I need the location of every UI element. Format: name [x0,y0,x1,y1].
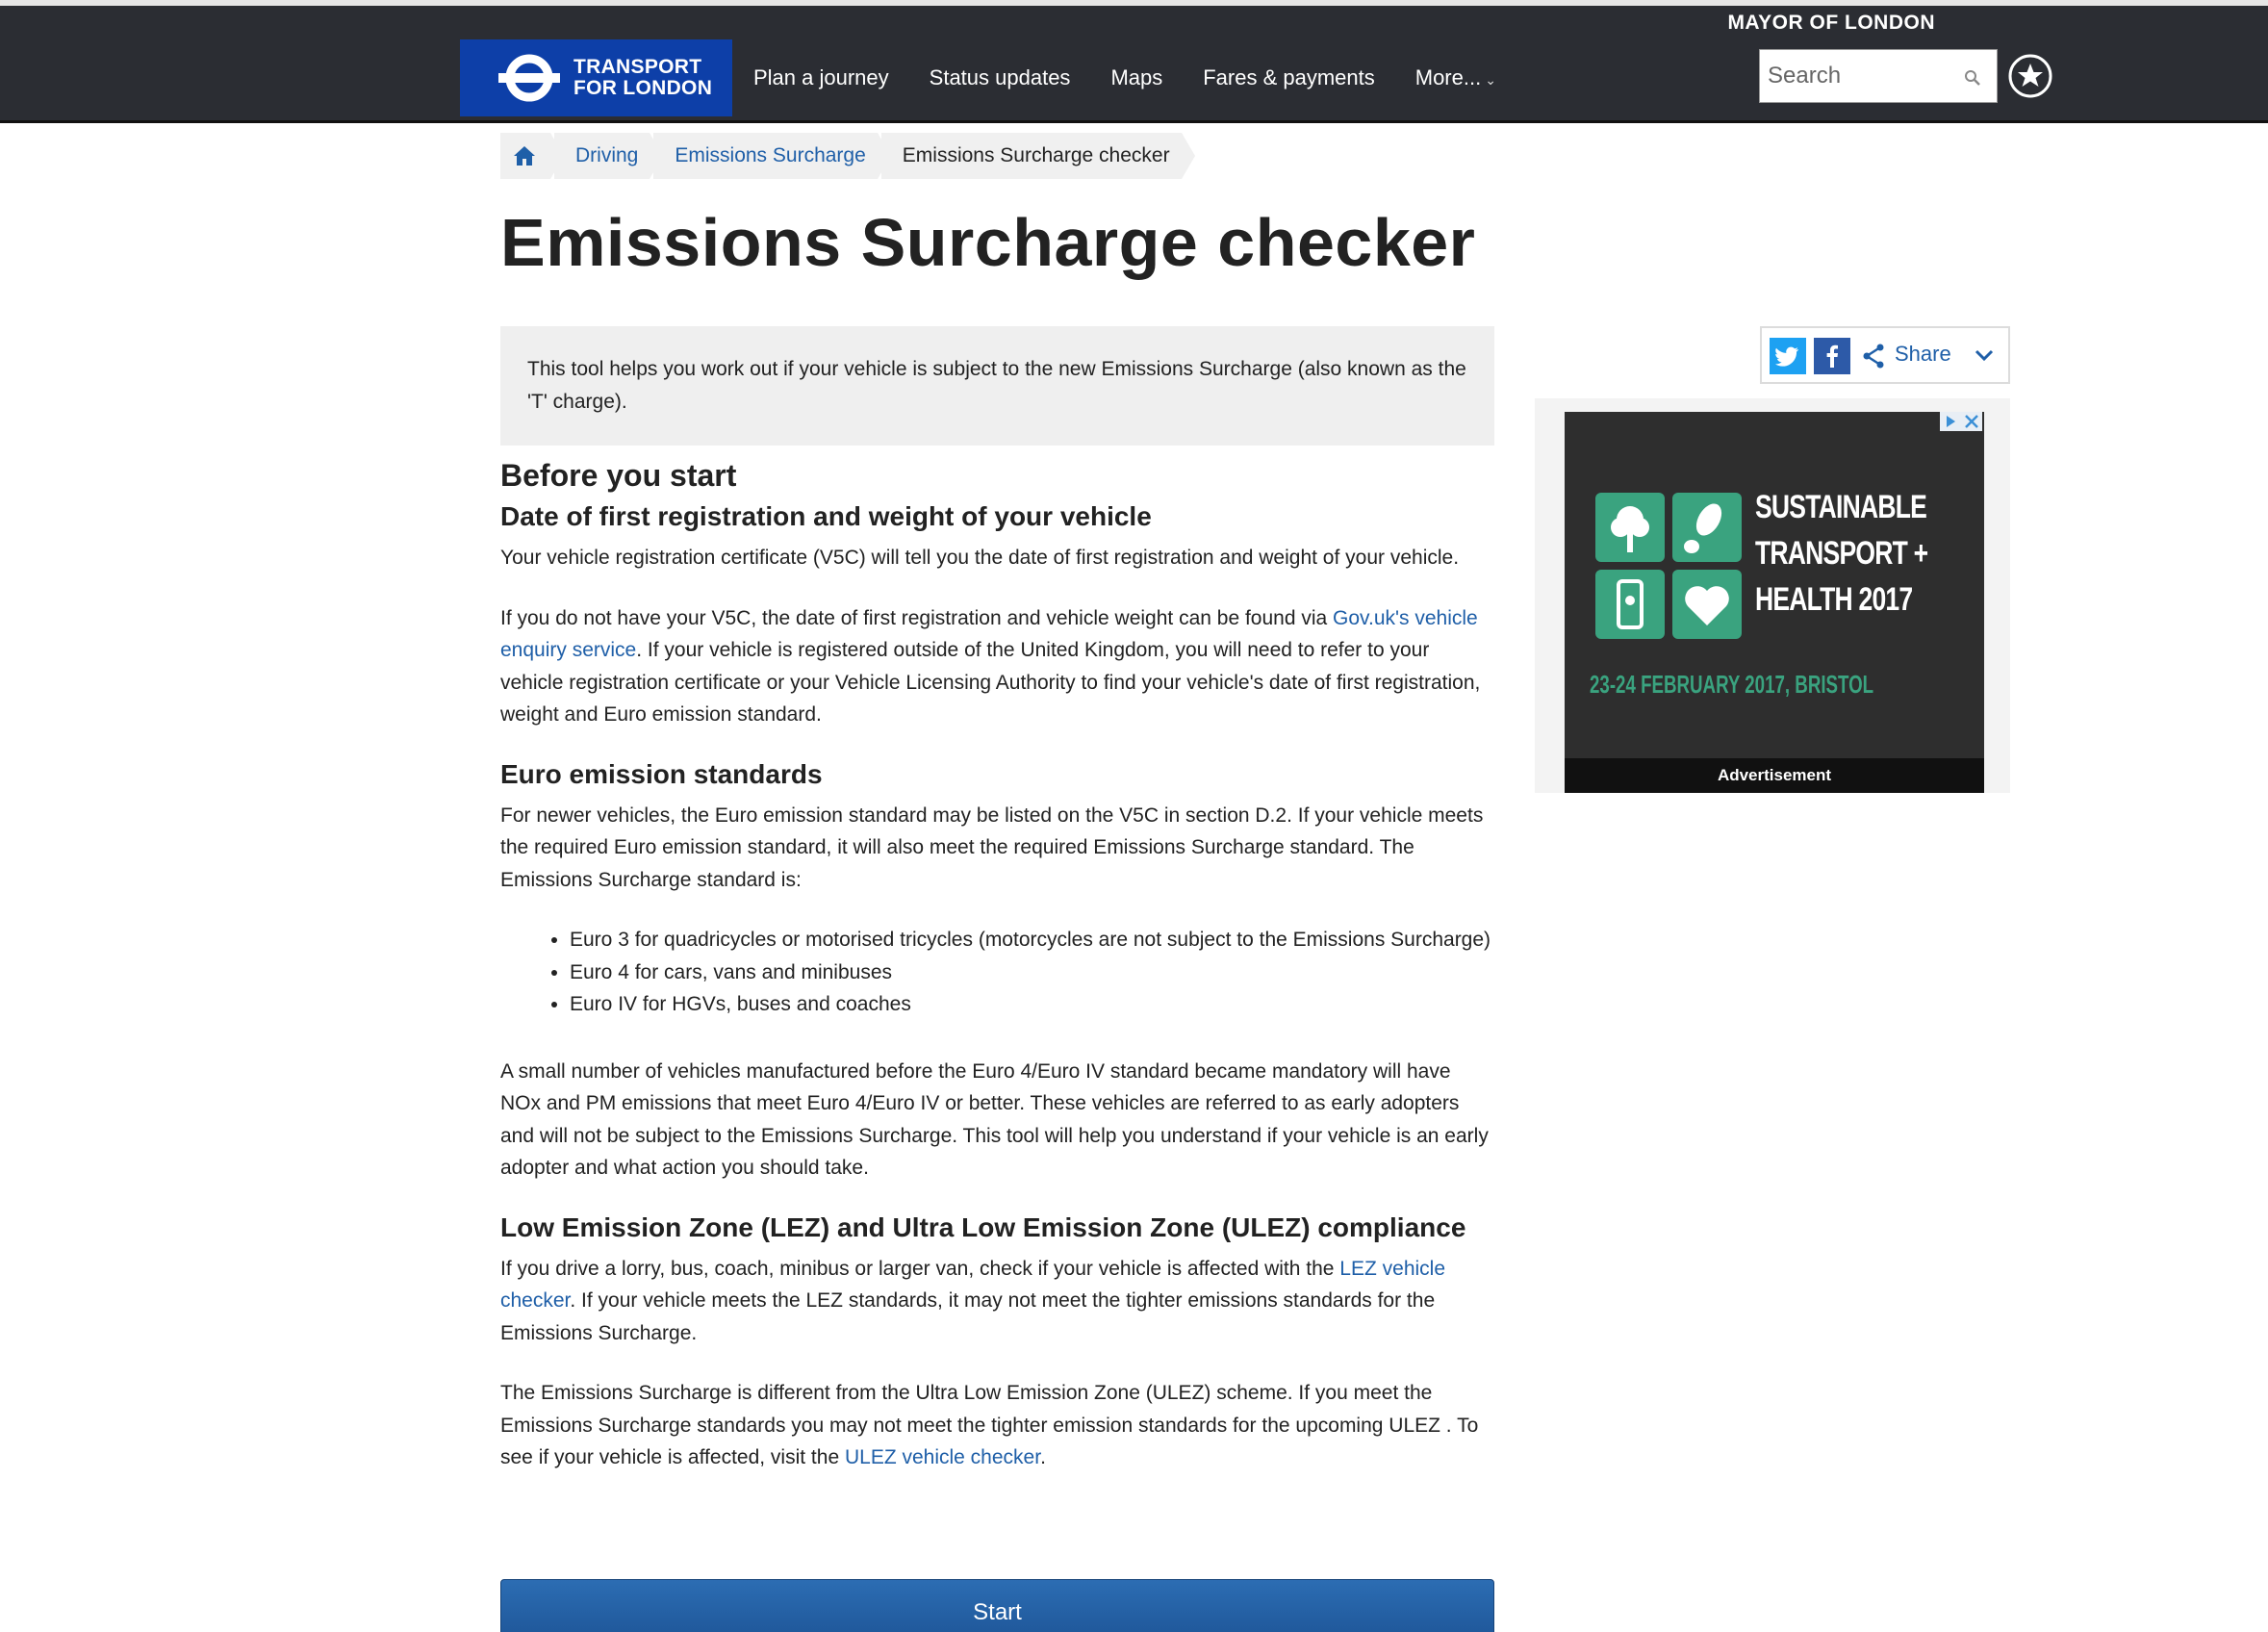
intro-box: This tool helps you work out if your vehicle is subject to the new Emissions Surcharge (also known as the 'T' charge). [500,326,1494,446]
lez-p1-text-a: If you drive a lorry, bus, coach, minibus or larger van, check if your vehicle is affected with the [500,1257,1340,1280]
euro-paragraph-1: For newer vehicles, the Euro emission standard may be listed on the V5C in section D.2. If your vehicle meets the required Euro emission standard, it will also meet the required Emissions Surcharge standard. The Emissions Surcharge standard is: [500,803,1484,891]
list-item: • Euro IV for HGVs, buses and coaches [570,988,1491,1021]
search-box [1759,49,1998,103]
chevron-down-icon: ⌄ [1485,72,1496,88]
adchoices-close-icon[interactable] [1940,412,1982,431]
reg-p2-text-b: . If your vehicle is registered outside of the United Kingdom, you will need to refer to your vehicle registration certificate or your Vehicle Licensing Authority to find your vehicle's date of first registration, weight and Euro emission standard. [500,639,1481,726]
ad-title-line-1: SUSTAINABLE [1755,489,1927,525]
ulez-vehicle-checker-link[interactable]: ULEZ vehicle checker [844,1446,1041,1468]
breadcrumb [500,133,1185,179]
share-button[interactable]: Share [1895,342,1951,366]
list-item: • Euro 4 for cars, vans and minibuses [570,956,1491,989]
start-button[interactable]: Start [500,1579,1494,1632]
tfl-logo[interactable] [460,39,732,116]
advertisement-label: Advertisement [1565,758,1984,793]
mayor-bar [0,0,2268,39]
lez-paragraph-1 [500,1253,1491,1350]
list-item: • Euro 3 for quadricycles or motorised tricycles (motorcycles are not subject to the Emissions Surcharge) [570,924,1491,956]
breadcrumb-home[interactable] [500,133,550,179]
breadcrumb-driving-link[interactable]: Driving [575,144,639,166]
share-widget [1760,326,2010,384]
ad-title-line-2: TRANSPORT + [1755,535,1928,572]
euro-paragraph-2: A small number of vehicles manufactured before the Euro 4/Euro IV standard became mandatory will have NOx and PM emissions that meet Euro 4/Euro IV or better. These vehicles are referred to as early adopters and will not be subject to the Emissions Surcharge. This tool will help you understand if your vehicle is an early adopter and what action you should take. [500,1059,1489,1179]
chevron-down-icon[interactable] [1974,347,1995,363]
logo-text [573,57,712,99]
nav-maps[interactable]: Maps [1110,65,1163,89]
page-title: Emissions Surcharge checker [500,205,1476,280]
registration-paragraph-2 [500,602,1491,731]
ad-title [1755,484,1927,623]
nav-plan-journey[interactable]: Plan a journey [753,65,889,89]
nav-status-updates[interactable]: Status updates [929,65,1071,89]
logo-line-2: FOR LONDON [573,77,713,99]
main-content [500,458,1491,1502]
ad-date: 23-24 FEBRUARY 2017, BRISTOL [1590,670,1874,699]
vehicle-enquiry-link[interactable]: Gov.uk's vehicle enquiry service [500,606,1478,661]
ad-title-line-3: HEALTH 2017 [1755,581,1913,618]
lez-vehicle-checker-link[interactable]: LEZ vehicle checker [500,1257,1446,1312]
breadcrumb-current: Emissions Surcharge checker [881,133,1182,179]
registration-heading: Date of first registration and weight of your vehicle [500,501,1152,531]
conference-logo-tiles-icon [1595,493,1742,639]
home-icon [512,143,537,168]
breadcrumb-emissions-surcharge[interactable] [653,133,877,179]
lez-paragraph-2 [500,1377,1491,1474]
facebook-icon[interactable] [1814,338,1850,374]
breadcrumb-emissions-surcharge-link[interactable]: Emissions Surcharge [675,144,866,166]
share-icon [1862,344,1885,369]
euro-standards-heading: Euro emission standards [500,758,823,789]
lez-p1-text-b: . If your vehicle meets the LEZ standards, it may not meet the tighter emissions standards for the Emissions Surcharge. [500,1289,1436,1344]
search-input[interactable] [1760,50,1962,102]
breadcrumb-driving[interactable] [554,133,650,179]
reg-p2-text-a: If you do not have your V5C, the date of first registration and vehicle weight can be found via [500,606,1334,629]
nav-more-label: More... [1414,65,1482,89]
twitter-icon[interactable] [1770,338,1806,374]
registration-paragraph-1: Your vehicle registration certificate (V5C) will tell you the date of first registration and weight of your vehicle. [500,547,1460,569]
nav-items [753,39,1537,116]
roundel-icon [498,53,560,103]
mayor-of-london-link[interactable]: MAYOR OF LONDON [1727,12,1935,34]
nav-fares-payments[interactable]: Fares & payments [1203,65,1375,89]
euro-standards-list [500,924,1491,1021]
main-navigation [0,39,2268,123]
search-icon[interactable] [1964,69,1981,87]
lez-ulez-heading: Low Emission Zone (LEZ) and Ultra Low Emission Zone (ULEZ) compliance [500,1211,1466,1242]
favourites-star-icon[interactable] [2007,53,2053,99]
lez-p2-text-a: The Emissions Surcharge is different from the Ultra Low Emission Zone (ULEZ) scheme. If you meet the Emissions Surcharge standards you may not meet the tighter emission standards for the upcoming ULEZ . To see if your vehicle is affected, visit the [500,1382,1479,1468]
lez-p2-text-b: . [1040,1446,1046,1468]
nav-more[interactable] [1415,65,1496,90]
before-you-start-heading: Before you start [500,458,737,493]
logo-line-1: TRANSPORT [573,56,702,78]
